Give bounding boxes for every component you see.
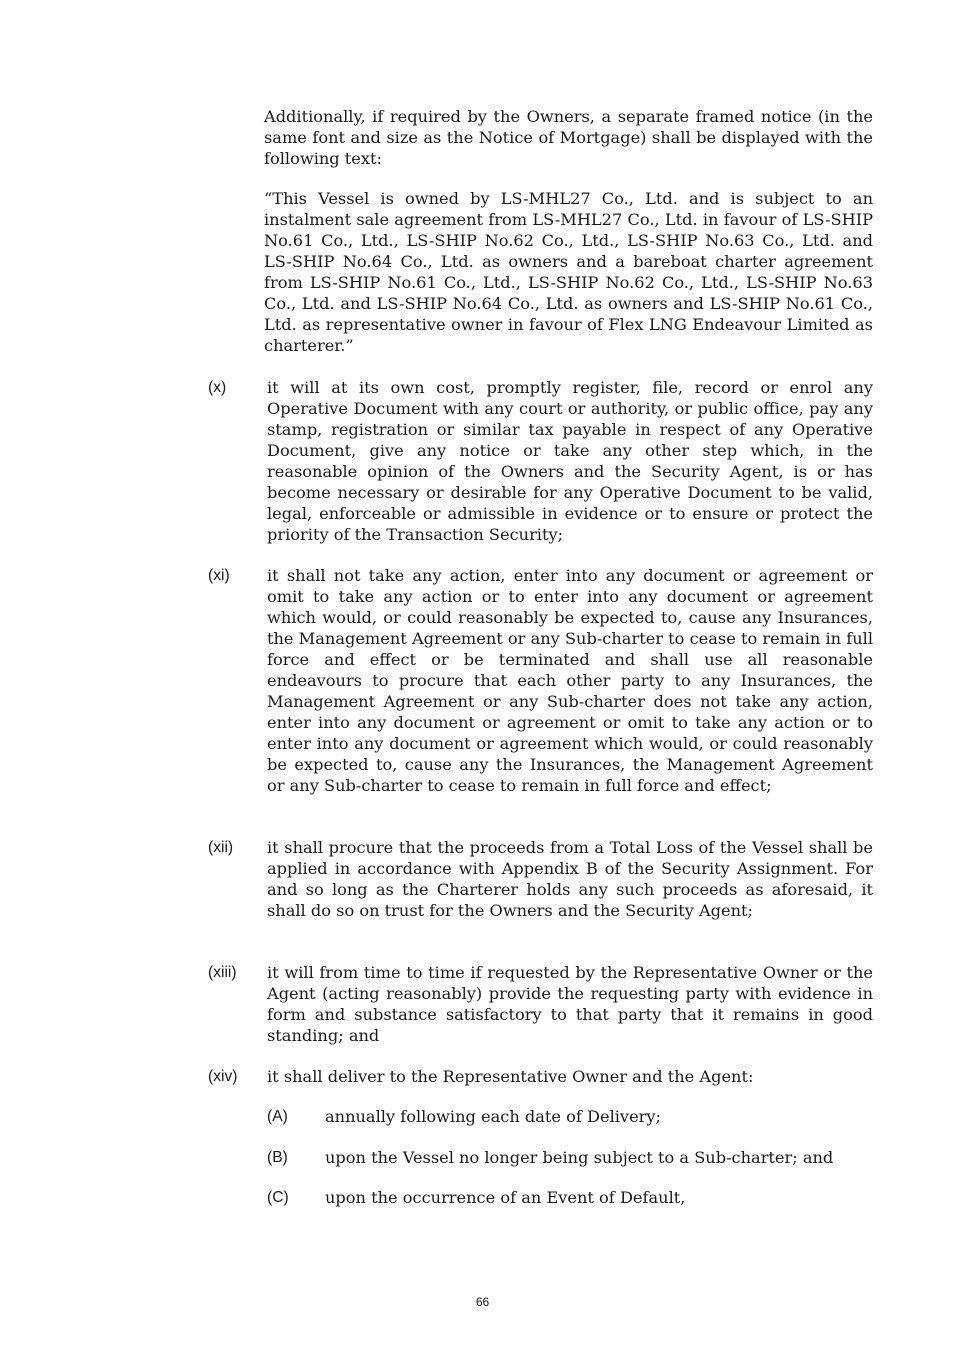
clause-text: it shall not take any action, enter into any document or agreement or omit to take any action or to enter into any document or agreement which would, or could reasonably be expected to, cause any Insurances, the Management Agreement or any Sub-charter to cease to remain in full force and effect or be terminated and shall use all reasonable endeavours to procure that each other party to any Insurances, the Management Agreement or any Sub-charter does not take any action, enter into any document or agreement or omit to take any action or to enter into any document or agreement which would, or could reasonably be expected to, cause any the Insurances, the Management Agreement or any Sub-charter to cease to remain in full force and effect; bbox=[267, 566, 873, 795]
clause-x bbox=[208, 377, 873, 545]
notice-text-paragraph: “This Vessel is owned by LS-MHL27 Co., Ltd. and is subject to an instalment sale agreement from LS-MHL27 Co., Ltd. in favour of LS-SHIP No.61 Co., Ltd., LS-SHIP No.62 Co., Ltd., LS-SHIP No.63 Co., Ltd. and LS-SHIP No.64 Co., Ltd. as owners and a bareboat charter agreement from LS-SHIP No.61 Co., Ltd., LS-SHIP No.62 Co., Ltd., LS-SHIP No.63 Co., Ltd. and LS-SHIP No.64 Co., Ltd. as owners and LS-SHIP No.61 Co., Ltd. as representative owner in favour of Flex LNG Endeavour Limited as charterer.” bbox=[264, 189, 873, 355]
clause-text: it shall procure that the proceeds from a Total Loss of the Vessel shall be applied in accordance with Appendix B of the Security Assignment. For and so long as the Charterer holds any such proceeds as aforesaid, it shall do so on trust for the Owners and the Security Agent; bbox=[267, 838, 873, 920]
subclause-text: upon the Vessel no longer being subject to a Sub-charter; and bbox=[325, 1148, 834, 1167]
subclause-b bbox=[267, 1147, 873, 1168]
clause-text: it shall deliver to the Representative Owner and the Agent: bbox=[267, 1067, 754, 1086]
subclause-a bbox=[267, 1106, 873, 1127]
clause-xiii bbox=[208, 962, 873, 1046]
subclause-number: (A) bbox=[267, 1108, 288, 1125]
clause-number: (xii) bbox=[208, 839, 234, 856]
subclause-c bbox=[267, 1187, 873, 1208]
subclause-number: (C) bbox=[267, 1189, 289, 1206]
clause-text: it will from time to time if requested by the Representative Owner or the Agent (acting reasonably) provide the requesting party with evidence in form and substance satisfactory to that party that it remains in good standing; and bbox=[267, 963, 873, 1045]
clause-number: (xi) bbox=[208, 567, 230, 584]
clause-xii bbox=[208, 837, 873, 921]
clause-xiv bbox=[208, 1066, 873, 1087]
clause-number: (xiii) bbox=[208, 964, 237, 981]
subclause-text: annually following each date of Delivery; bbox=[325, 1107, 661, 1126]
subclause-number: (B) bbox=[267, 1149, 288, 1166]
subclause-text: upon the occurrence of an Event of Default, bbox=[325, 1188, 686, 1207]
clause-xi bbox=[208, 565, 873, 796]
page-number: 66 bbox=[475, 1295, 490, 1309]
notice-intro-paragraph: Additionally, if required by the Owners, a separate framed notice (in the same font and size as the Notice of Mortgage) shall be displayed with the following text: bbox=[264, 107, 873, 168]
clause-number: (x) bbox=[208, 379, 227, 396]
clause-number: (xiv) bbox=[208, 1068, 238, 1085]
clause-text: it will at its own cost, promptly register, file, record or enrol any Operative Document with any court or authority, or public office, pay any stamp, registration or similar tax payable in respect of any Operative Document, give any notice or take any other step which, in the reasonable opinion of the Owners and the Security Agent, is or has become necessary or desirable for any Operative Document to be valid, legal, enforceable or admissible in evidence or to ensure or protect the priority of the Transaction Security; bbox=[267, 378, 873, 544]
